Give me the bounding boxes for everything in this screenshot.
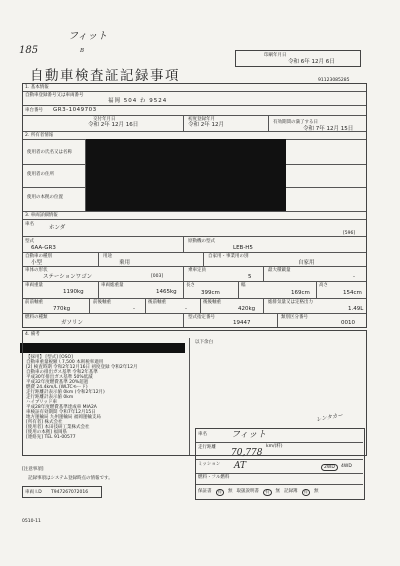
make-code: [596] [343, 231, 356, 236]
reg-number-label: 自動車登録番号又は車両番号 [25, 93, 84, 98]
rf-axle-value: - [185, 306, 187, 312]
category-value: 0010 [341, 320, 355, 326]
remark-line: [使用の本拠] 福岡県 [26, 430, 67, 435]
mileage-label: 走行距離 [198, 445, 216, 450]
redaction-owner [86, 139, 286, 211]
body-code: [003] [151, 274, 164, 279]
length-value: 399cm [201, 290, 220, 296]
mission-value: AT [234, 461, 247, 471]
make-value: ホンダ [49, 225, 66, 231]
rr-axle-value: 420kg [238, 306, 256, 312]
expiry-label: 有効期間の満了する日 [273, 120, 318, 125]
base-location-label: 使用の本拠の位置 [27, 195, 63, 200]
remark-line: 平成28年度燃費基準達成車 MIA2A [26, 405, 97, 410]
kind-label: 自動車の種別 [25, 254, 52, 259]
handwritten-mark: B [80, 48, 85, 54]
remark-line: 平成32年度燃費基準 20%超過 [26, 380, 89, 385]
warranty-yes: 有 [217, 490, 222, 495]
user-name-label: 使用者の氏名又は名称 [27, 150, 72, 155]
weight-label: 車両重量 [25, 283, 43, 288]
fuel-full-label: 燃料・フル燃料 [198, 475, 230, 480]
record-no: 無 [314, 489, 319, 494]
rr-axle-label: 後後軸重 [203, 300, 221, 305]
remark-line: 自動車の排出ガス基準 令和2年基準 [26, 370, 98, 375]
handwritten-number: 185 [19, 45, 39, 56]
remark-line: [所有者] 株式会社 [26, 420, 63, 425]
remark-line: 地方運輸局 九州運輸局 福岡運輸支局 [26, 415, 101, 420]
remark-line: [使用者] 本田技研工業株式会社 [26, 425, 90, 430]
length-label: 長さ [186, 283, 195, 288]
rf-axle-label: 後前軸重 [148, 300, 166, 305]
gross-label: 車両総重量 [101, 283, 124, 288]
manual-label: 取扱説明書 [236, 489, 259, 494]
class-value: 自家用 [298, 260, 315, 266]
width-label: 幅 [241, 283, 246, 288]
inspection-box [195, 428, 365, 500]
use-value: 乗用 [119, 260, 131, 266]
gross-value: 1465kg [156, 289, 177, 295]
remark-line: 平成30年排出ガス基準 50%低減 [26, 375, 93, 380]
fuel-type-label: 燃料の種類 [25, 315, 48, 320]
displacement-value: 1.49L [348, 306, 364, 312]
reg-number: 福岡 504 わ 9524 [108, 98, 168, 104]
chassis-label: 車台番号 [25, 108, 43, 113]
seats-label: 乗車定員 [188, 268, 206, 273]
handwritten-rental: レンタカー [315, 412, 344, 424]
ff-axle-label: 前前軸重 [25, 300, 43, 305]
designation-value: 19447 [233, 320, 251, 326]
mission-label: ミッション [198, 462, 221, 467]
mileage-unit: km/(粁) [266, 444, 283, 449]
record-label: 記録簿 [284, 489, 298, 494]
section4-heading: 4. 備考 [25, 332, 40, 337]
engine-value: LEB-H5 [233, 245, 253, 251]
chassis-number: GR3-1049703 [53, 107, 97, 113]
body-value: ステーションワゴン [43, 274, 93, 280]
class-label: 自家用・事業用の別 [208, 254, 249, 259]
remark-line: [2] 検査時期 令和2年12月16日 初度登録 令和2年12月 [26, 365, 138, 370]
vehicle-id-box [22, 486, 102, 498]
drive-2wd: 2WD [321, 464, 338, 471]
model-value: 6AA-GR3 [31, 245, 56, 251]
body-label: 車体の形状 [25, 268, 48, 273]
user-address-label: 使用者の住所 [27, 172, 54, 177]
notes-heading: [注意事項] [22, 467, 44, 472]
manual-no: 無 [275, 489, 280, 494]
first-reg-label: 初度登録年月 [188, 117, 215, 122]
category-label: 類別区分番号 [281, 315, 308, 320]
issue-date-label: 交付年月日 [93, 117, 116, 122]
section1-heading: 1. 基本情報 [25, 85, 49, 90]
print-date: 令和 6年 12月 6日 [288, 59, 335, 65]
remark-line: 走行距離計表示値 0km (令和2年12月) [26, 390, 105, 395]
remark-line: 【採用】 [型式] [OSO] [26, 355, 73, 360]
expiry-date: 令和 7年 12月 15日 [303, 126, 354, 132]
mileage-value: 70,778 [231, 448, 263, 458]
fuel-type-value: ガソリン [61, 320, 84, 326]
height-label: 高さ [319, 283, 328, 288]
designation-label: 型式指定番号 [188, 315, 215, 320]
warranty-label: 保証書 [198, 489, 212, 494]
vehicle-id-label: 車両 I.D [25, 490, 42, 495]
drive-4wd: 4WD [341, 464, 352, 469]
notes-text: 記録事項はシステム登録時点の情報です。 [28, 476, 113, 481]
displacement-label: 総排気量又は定格出力 [268, 300, 313, 305]
doc-code: 91123085285 [318, 78, 350, 83]
remark-line: 走行距離計表示値 0km [26, 395, 74, 400]
issue-date: 令和 2年 12月 16日 [88, 122, 139, 128]
car-name-label: 車名 [198, 432, 207, 437]
section3-heading: 3. 車両詳細情報 [25, 213, 58, 218]
load-value: - [353, 274, 355, 280]
make-label: 車名 [25, 222, 34, 227]
remark-line: [連絡先] TEL 91-00577 [26, 435, 76, 440]
remarks-right-heading: 以下余白 [195, 340, 213, 345]
weight-value: 1190kg [63, 289, 84, 295]
car-name-value: フィット [231, 430, 267, 440]
vehicle-id: T947267072016 [51, 490, 89, 495]
engine-label: 原動機の型式 [188, 239, 215, 244]
remark-line: 自動車重量税額 \ 7,500 本則税率適用 [26, 360, 104, 365]
remark-line: 車検証有効期間 令和7年12月15日 [26, 410, 96, 415]
width-value: 169cm [291, 290, 310, 296]
remarks-list [26, 355, 186, 440]
section2-heading: 2. 所有者情報 [25, 133, 54, 138]
load-label: 最大積載量 [268, 268, 291, 273]
fr-axle-value: - [133, 306, 135, 312]
ff-axle-value: 770kg [53, 306, 71, 312]
remark-line: ハイブリッド車 [26, 400, 58, 405]
remark-line: 燃費 24.4km/L (WLTCモード) [26, 385, 88, 390]
record-yes: 有 [303, 490, 308, 495]
print-date-box [235, 50, 361, 67]
fr-axle-label: 前後軸重 [93, 300, 111, 305]
model-label: 型式 [25, 239, 34, 244]
manual-yes: 有 [265, 490, 270, 495]
document-checklist [198, 489, 319, 496]
print-date-label: 印刷年月日 [264, 53, 287, 58]
first-reg-date: 令和 2年 12月 [188, 122, 224, 128]
kind-value: 小型 [31, 260, 43, 266]
warranty-no: 無 [228, 489, 233, 494]
seats-value: 5 [248, 274, 252, 280]
use-label: 用途 [103, 254, 112, 259]
height-value: 154cm [343, 290, 362, 296]
page-title: 自動車検査証記録事項 [30, 68, 180, 84]
handwritten-model: フィット [68, 31, 108, 42]
page-code: 0510-11 [22, 519, 41, 524]
